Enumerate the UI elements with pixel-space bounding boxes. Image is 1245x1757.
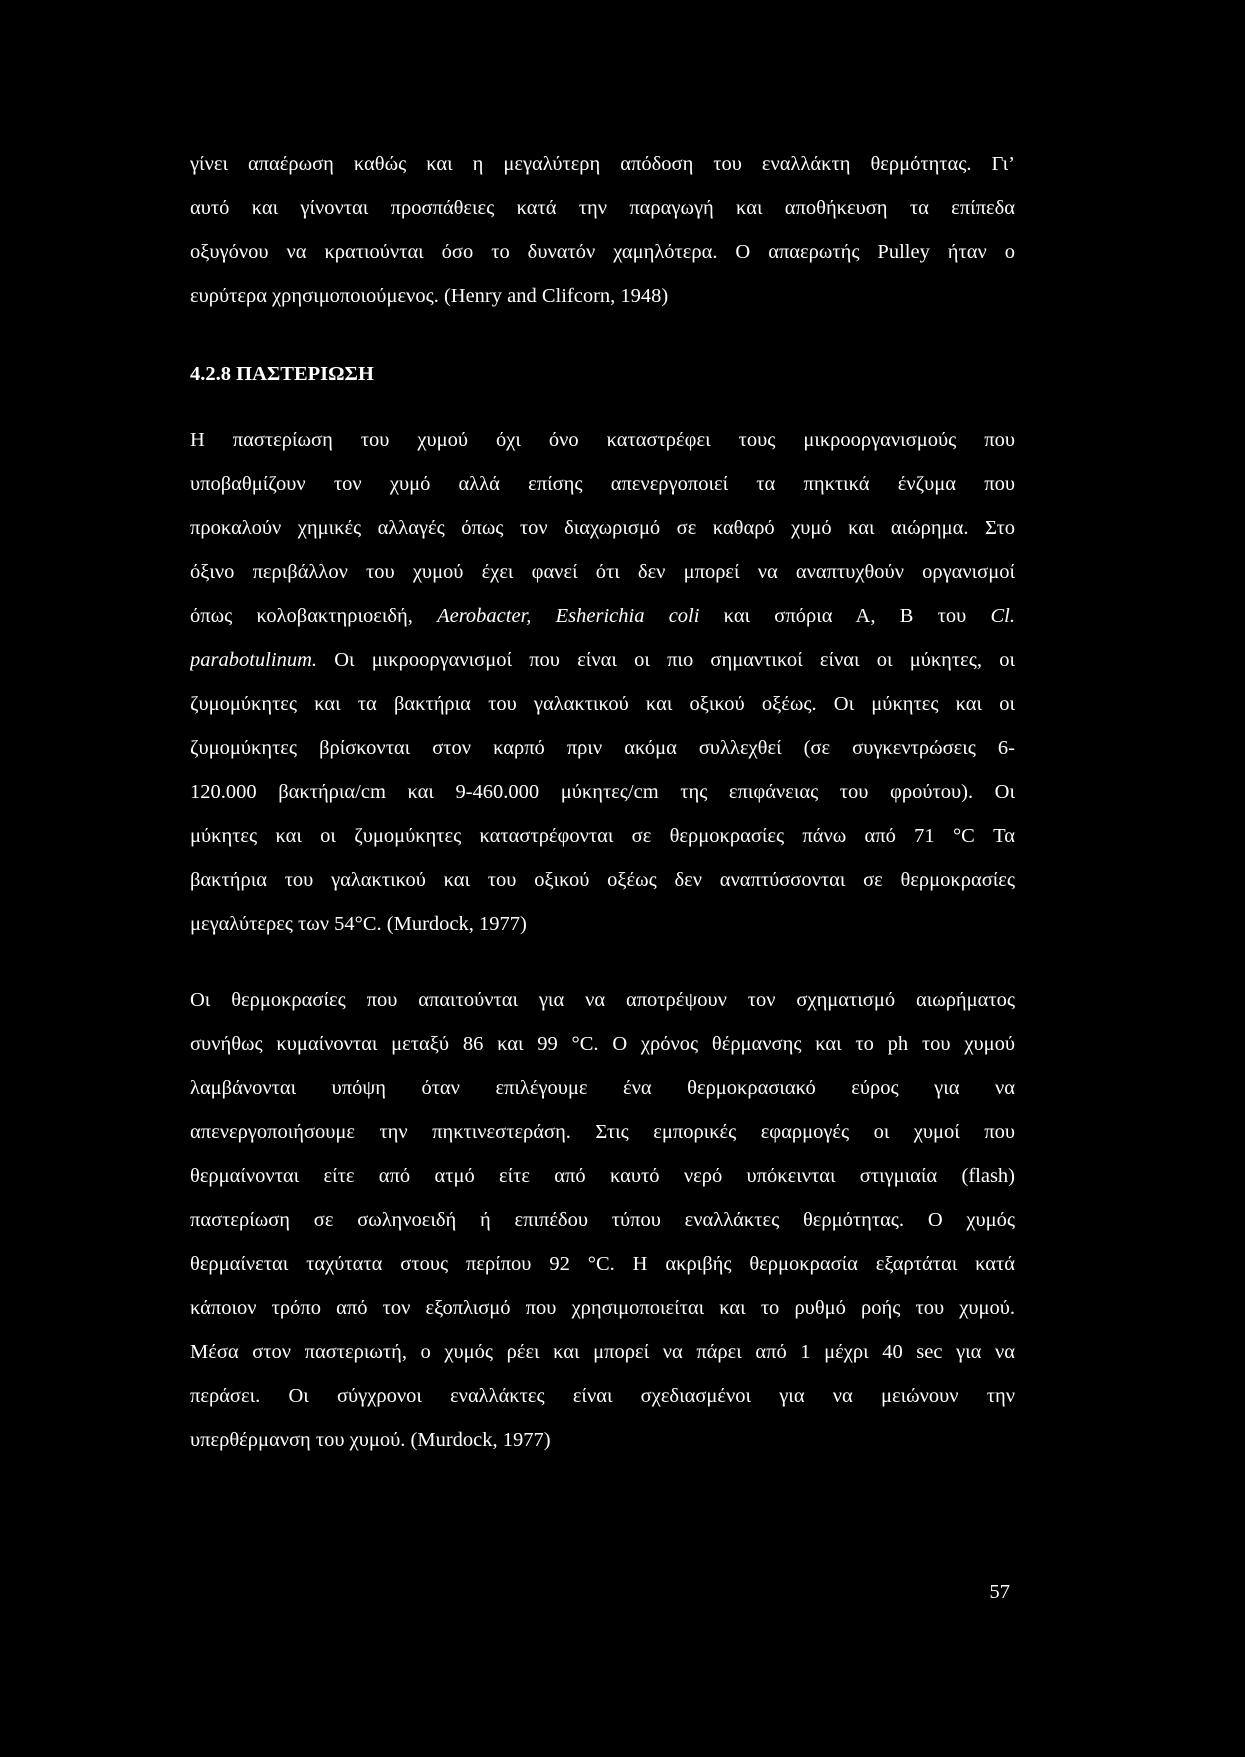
text-line: θερμαίνονται είτε από ατμό είτε από καυτό νερό υπόκεινται στιγμιαία (flash) bbox=[190, 1165, 1015, 1187]
text-line: Μέσα στον παστεριωτή, ο χυμός ρέει και μπορεί να πάρει από 1 μέχρι 40 sec για να bbox=[190, 1341, 1015, 1363]
text-line: ευρύτερα χρησιμοποιούμενος. (Henry and Clifcorn, 1948) bbox=[190, 285, 669, 307]
text-line: βακτήρια του γαλακτικού και του οξικού οξέως δεν αναπτύσσονται σε θερμοκρασίες bbox=[190, 869, 1015, 891]
text-segment: και σπόρια Α, Β του bbox=[699, 605, 991, 627]
text-line: παστερίωση σε σωληνοειδή ή επιπέδου τύπου εναλλάκτες θερμότητας. Ο χυμός bbox=[190, 1209, 1015, 1231]
text-line: απενεργοποιήσουμε την πηκτινεστεράση. Στις εμπορικές εφαρμογές οι χυμοί που bbox=[190, 1121, 1015, 1143]
text-line: 120.000 βακτήρια/cm και 9-460.000 μύκητες/cm της επιφάνειας του φρούτου). Οι bbox=[190, 781, 1015, 803]
text-line: Η παστερίωση του χυμού όχι όνο καταστρέφει τους μικροοργανισμούς που bbox=[190, 429, 1015, 451]
genus-name: Cl. bbox=[990, 605, 1015, 627]
text-segment: όπως κολοβακτηριοειδή, bbox=[190, 605, 438, 627]
text-line: κάποιον τρόπο από τον εξοπλισμό που χρησιμοποιείται και το ρυθμό ροής του χυμού. bbox=[190, 1297, 1015, 1319]
text-line: όξινο περιβάλλον του χυμού έχει φανεί ότι δεν μπορεί να αναπτυχθούν οργανισμοί bbox=[190, 561, 1015, 583]
text-line: Οι θερμοκρασίες που απαιτούνται για να αποτρέψουν τον σχηματισμό αιωρήματος bbox=[190, 989, 1015, 1011]
section-heading: 4.2.8 ΠΑΣΤΕΡΙΩΣΗ bbox=[190, 363, 374, 385]
text-line: υποβαθμίζουν τον χυμό αλλά επίσης απενεργοποιεί τα πηκτικά ένζυμα που bbox=[190, 473, 1015, 495]
text-line: υπερθέρμανση του χυμού. (Murdock, 1977) bbox=[190, 1429, 551, 1451]
text-line: οξυγόνου να κρατιούνται όσο το δυνατόν χαμηλότερα. Ο απαερωτής Pulley ήταν ο bbox=[190, 241, 1015, 263]
text-line-mixed bbox=[190, 646, 1015, 674]
text-line: συνήθως κυμαίνονται μεταξύ 86 και 99 °C. Ο χρόνος θέρμανσης και το ph του χυμού bbox=[190, 1033, 1015, 1055]
text-line: γίνει απαέρωση καθώς και η μεγαλύτερη απόδοση του εναλλάκτη θερμότητας. Γι’ bbox=[190, 153, 1015, 175]
text-line: προκαλούν χημικές αλλαγές όπως τον διαχωρισμό σε καθαρό χυμό και αιώρημα. Στο bbox=[190, 517, 1015, 539]
page-number: 57 bbox=[989, 1581, 1010, 1603]
text-line: λαμβάνονται υπόψη όταν επιλέγουμε ένα θερμοκρασιακό εύρος για να bbox=[190, 1077, 1015, 1099]
text-line-mixed bbox=[190, 602, 1015, 630]
text-line: θερμαίνεται ταχύτατα στους περίπου 92 °C. Η ακριβής θερμοκρασία εξαρτάται κατά bbox=[190, 1253, 1015, 1275]
organism-names: Aerobacter, Esherichia coli bbox=[437, 605, 700, 627]
text-line: μεγαλύτερες των 54°C. (Murdock, 1977) bbox=[190, 913, 527, 935]
text-line: μύκητες και οι ζυμομύκητες καταστρέφονται σε θερμοκρασίες πάνω από 71 °C Τα bbox=[190, 825, 1015, 847]
text-line: περάσει. Οι σύγχρονοι εναλλάκτες είναι σχεδιασμένοι για να μειώνουν την bbox=[190, 1385, 1015, 1407]
text-line: ζυμομύκητες και τα βακτήρια του γαλακτικού και οξικού οξέως. Οι μύκητες και οι bbox=[190, 693, 1015, 715]
text-line: αυτό και γίνονται προσπάθειες κατά την παραγωγή και αποθήκευση τα επίπεδα bbox=[190, 197, 1015, 219]
text-line: ζυμομύκητες βρίσκονται στον καρπό πριν ακόμα συλλεχθεί (σε συγκεντρώσεις 6- bbox=[190, 737, 1015, 759]
text-segment: Οι μικροοργανισμοί που είναι οι πιο σημαντικοί είναι οι μύκητες, οι bbox=[317, 649, 1015, 671]
species-name: parabotulinum. bbox=[190, 649, 317, 671]
